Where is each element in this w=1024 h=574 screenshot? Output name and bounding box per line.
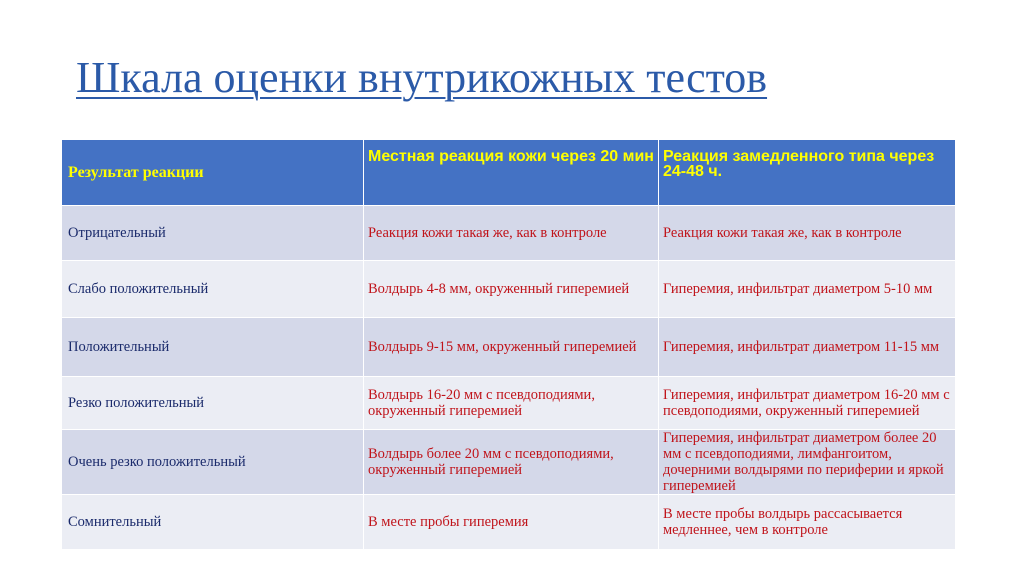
cell-delayed-reaction: Гиперемия, инфильтрат диаметром 11-15 мм <box>659 318 956 377</box>
header-result: Результат реакции <box>62 140 364 206</box>
cell-delayed-reaction: В месте пробы волдырь рассасывается медленнее, чем в контроле <box>659 495 956 550</box>
cell-local-reaction: Волдырь более 20 мм с псевдоподиями, окруженный гиперемией <box>364 430 659 495</box>
cell-result: Слабо положительный <box>62 261 364 318</box>
table-row <box>62 377 956 430</box>
cell-delayed-reaction: Реакция кожи такая же, как в контроле <box>659 206 956 261</box>
cell-result: Отрицательный <box>62 206 364 261</box>
cell-local-reaction: Волдырь 16-20 мм с псевдоподиями, окруженный гиперемией <box>364 377 659 430</box>
table-row <box>62 206 956 261</box>
cell-local-reaction: Волдырь 4-8 мм, окруженный гиперемией <box>364 261 659 318</box>
cell-delayed-reaction: Гиперемия, инфильтрат диаметром 5-10 мм <box>659 261 956 318</box>
cell-local-reaction: Волдырь 9-15 мм, окруженный гиперемией <box>364 318 659 377</box>
cell-delayed-reaction: Гиперемия, инфильтрат диаметром более 20 мм с псевдоподиями, лимфангоитом, дочерними волдырями по периферии и яркой гиперемией <box>659 430 956 495</box>
header-local-reaction: Местная реакция кожи через 20 мин <box>364 140 659 206</box>
cell-result: Положительный <box>62 318 364 377</box>
table-row <box>62 430 956 495</box>
table-header-row <box>62 140 956 206</box>
cell-local-reaction: В месте пробы гиперемия <box>364 495 659 550</box>
cell-result: Резко положительный <box>62 377 364 430</box>
table-row <box>62 261 956 318</box>
cell-local-reaction: Реакция кожи такая же, как в контроле <box>364 206 659 261</box>
cell-result: Сомнительный <box>62 495 364 550</box>
cell-result: Очень резко положительный <box>62 430 364 495</box>
table-row <box>62 495 956 550</box>
table-row <box>62 318 956 377</box>
skin-test-scale-table <box>61 139 956 550</box>
cell-delayed-reaction: Гиперемия, инфильтрат диаметром 16-20 мм с псевдоподиями, окруженный гиперемией <box>659 377 956 430</box>
slide-title: Шкала оценки внутрикожных тестов <box>76 53 768 102</box>
header-delayed-reaction: Реакция замедленного типа через 24-48 ч. <box>659 140 956 206</box>
